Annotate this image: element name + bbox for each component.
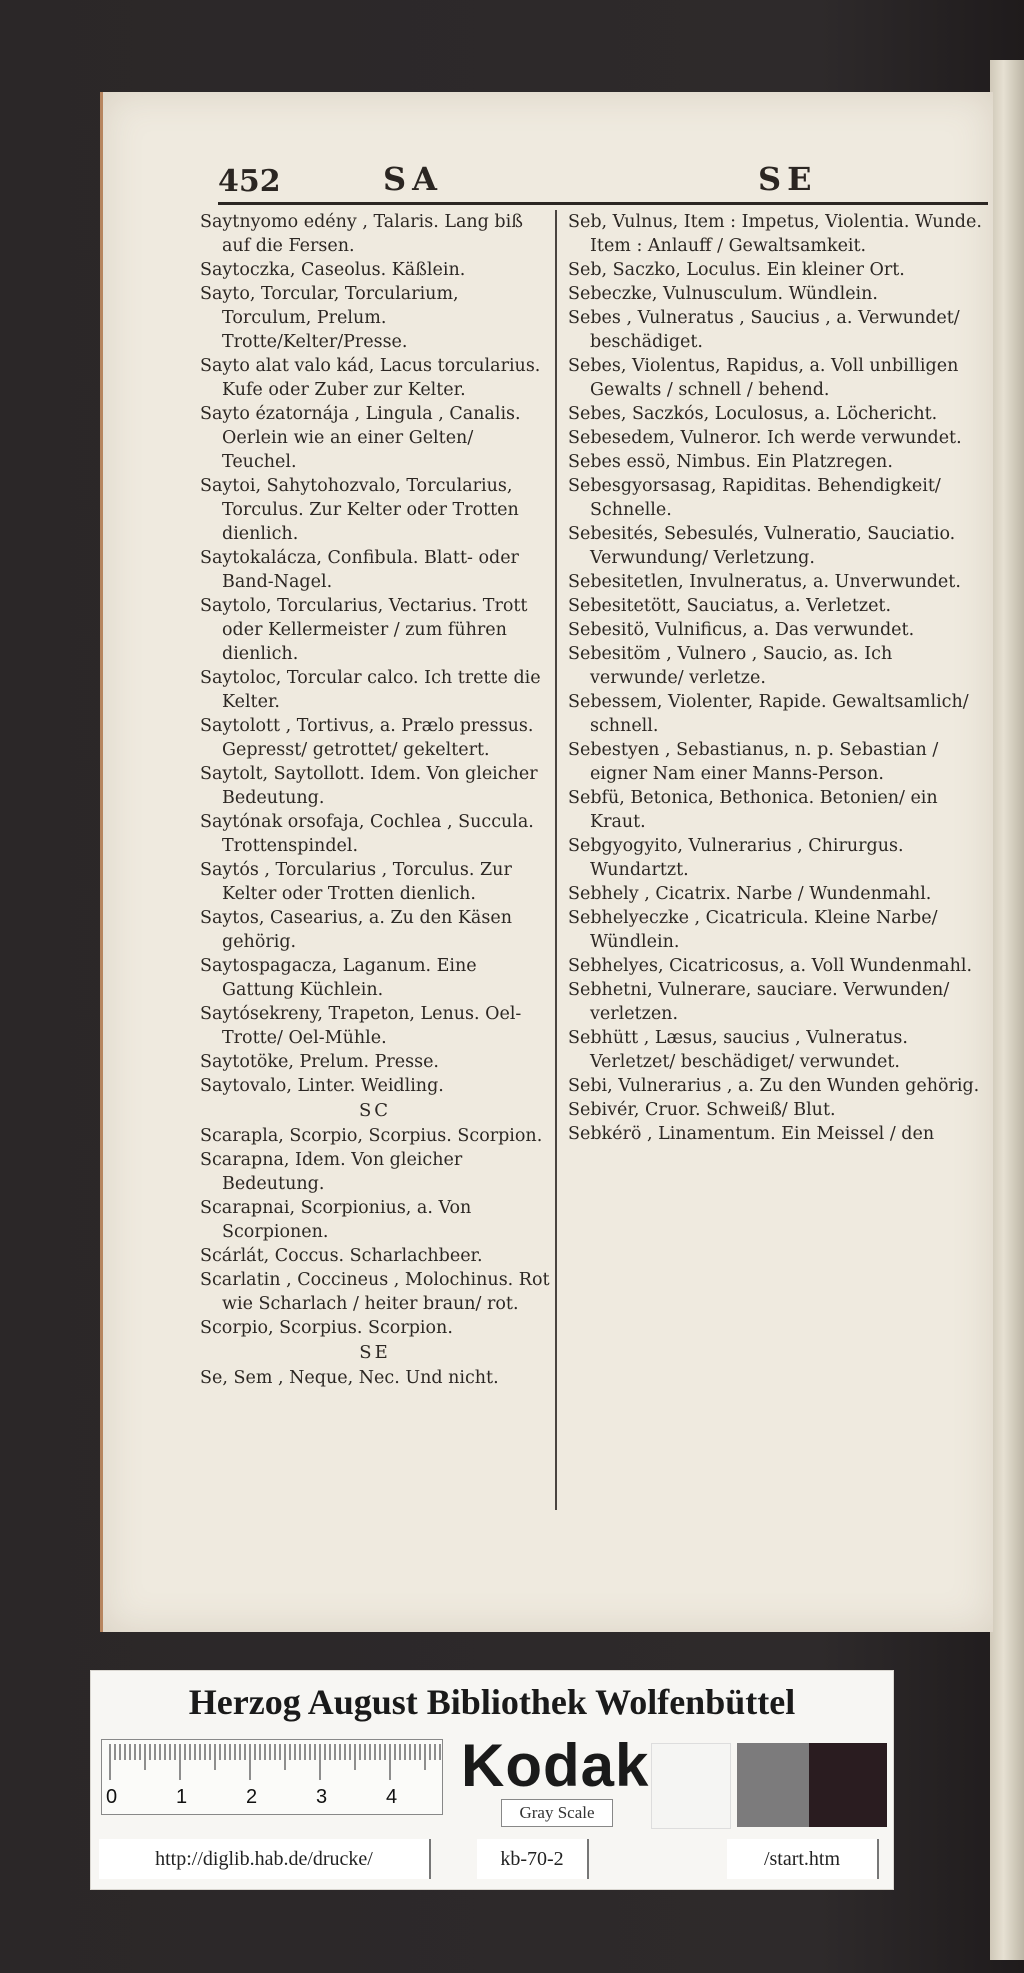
gray-patch [737, 1743, 809, 1827]
white-patch [651, 1743, 731, 1829]
dictionary-entry: Scorpio, Scorpius. Scorpion. [200, 1318, 453, 1338]
gray-scale-label: Gray Scale [501, 1799, 613, 1827]
dictionary-entry: Sebkérö , Linamentum. Ein Meissel / den [568, 1124, 935, 1144]
running-head-left: SA [383, 160, 443, 198]
dictionary-page [100, 92, 993, 1632]
section-heading: SC [358, 1100, 392, 1121]
dictionary-entry: Sebesgyorsasag, Rapiditas. Behendigkeit/ Schnelle. [568, 476, 941, 520]
dictionary-entry: Scárlát, Coccus. Scharlachbeer. [200, 1246, 483, 1266]
dictionary-entry: Scarapna, Idem. Von gleicher Bedeutung. [200, 1150, 463, 1194]
dictionary-entry: Sebes, Violentus, Rapidus, a. Voll unbilligen Gewalts / schnell / behend. [568, 356, 959, 400]
dictionary-entry: Sebes , Vulneratus , Saucius , a. Verwundet/ beschädiget. [568, 308, 960, 352]
ruler-ticks [102, 1740, 442, 1786]
dictionary-entry: Seb, Saczko, Loculus. Ein kleiner Ort. [568, 260, 905, 280]
dictionary-entry: Sayto, Torcular, Torcularium, Torculum, Prelum. Trotte/Kelter/Presse. [200, 284, 459, 352]
url-base: http://diglib.hab.de/drucke/ [99, 1839, 431, 1879]
dictionary-entry: Scarlatin , Coccineus , Molochinus. Rot wie Scharlach / heiter braun/ rot. [200, 1270, 550, 1314]
dictionary-entry: Sebhetni, Vulnerare, sauciare. Verwunden/ verletzen. [568, 980, 950, 1024]
dictionary-entry: Sebfü, Betonica, Bethonica. Betonien/ ein Kraut. [568, 788, 938, 832]
dictionary-entry: Se, Sem , Neque, Nec. Und nicht. [200, 1368, 499, 1388]
dictionary-entry: Sebi, Vulnerarius , a. Zu den Wunden gehörig. [568, 1076, 980, 1096]
ruler-number: 1 [176, 1786, 188, 1808]
library-name: Herzog August Bibliothek Wolfenbüttel [188, 1682, 796, 1722]
dictionary-entry: Scarapla, Scorpio, Scorpius. Scorpion. [200, 1126, 543, 1146]
dictionary-entry: Saytos, Casearius, a. Zu den Käsen gehörig. [200, 908, 512, 952]
dictionary-entry: Saytolott , Tortivus, a. Prælo pressus. Gepresst/ getrottet/ gekeltert. [200, 716, 534, 760]
dictionary-entry: Sebesitetlen, Invulneratus, a. Unverwundet. [568, 572, 961, 592]
dictionary-entry: Sebhelyes, Cicatricosus, a. Voll Wundenmahl. [568, 956, 973, 976]
dictionary-entry: Saytoloc, Torcular calco. Ich trette die Kelter. [200, 668, 541, 712]
dictionary-entry: Sayto ézatornája , Lingula , Canalis. Oerlein wie an einer Gelten/ Teuchel. [200, 404, 521, 472]
header-rule [218, 202, 988, 205]
dictionary-entry: Saytónak orsofaja, Cochlea , Succula. Trottenspindel. [200, 812, 534, 856]
dictionary-entry: Sebhütt , Læsus, saucius , Vulneratus. Verletzet/ beschädiget/ verwundet. [568, 1028, 908, 1072]
ruler [101, 1739, 443, 1815]
dictionary-entry: Saytoczka, Caseolus. Käßlein. [200, 260, 466, 280]
dictionary-entry: Saytolt, Saytollott. Idem. Von gleicher Bedeutung. [200, 764, 538, 808]
dictionary-entry: Sebesitö, Vulnificus, a. Das verwundet. [568, 620, 915, 640]
dictionary-entry: Sayto alat valo kád, Lacus torcularius. Kufe oder Zuber zur Kelter. [200, 356, 541, 400]
color-target-card [90, 1670, 894, 1890]
dictionary-entry: Sebestyen , Sebastianus, n. p. Sebastian / eigner Nam einer Manns-Person. [568, 740, 939, 784]
dictionary-entry: Saytoi, Sahytohozvalo, Torcularius, Torculus. Zur Kelter oder Trotten dienlich. [200, 476, 519, 544]
dictionary-entry: Sebesedem, Vulneror. Ich werde verwundet. [568, 428, 962, 448]
dictionary-entry: Sebeczke, Vulnusculum. Wündlein. [568, 284, 878, 304]
dictionary-entry: Saytovalo, Linter. Weidling. [200, 1076, 444, 1096]
ruler-number: 2 [246, 1786, 258, 1808]
left-column [200, 210, 550, 1390]
dictionary-entry: Saytnyomo edény , Talaris. Lang biß auf die Fersen. [200, 212, 523, 256]
section-heading: SE [359, 1342, 391, 1363]
dictionary-entry: Seb, Vulnus, Item : Impetus, Violentia. Wunde. Item : Anlauff / Gewaltsamkeit. [568, 212, 982, 256]
dictionary-entry: Scarapnai, Scorpionius, a. Von Scorpionen. [200, 1198, 472, 1242]
dictionary-entry: Saytósekreny, Trapeton, Lenus. Oel-Trotte/ Oel-Mühle. [200, 1004, 522, 1048]
ruler-number: 0 [106, 1786, 118, 1808]
dictionary-entry: Sebes, Saczkós, Loculosus, a. Löchericht. [568, 404, 938, 424]
dictionary-entry: Saytospagacza, Laganum. Eine Gattung Küchlein. [200, 956, 477, 1000]
ruler-numbers [102, 1786, 442, 1810]
dictionary-entry: Sebessem, Violenter, Rapide. Gewaltsamlich/ schnell. [568, 692, 969, 736]
dictionary-entry: Saytós , Torcularius , Torculus. Zur Kelter oder Trotten dienlich. [200, 860, 512, 904]
page-number: 452 [218, 164, 281, 199]
url-start: /start.htm [727, 1839, 879, 1879]
dictionary-entry: Saytotöke, Prelum. Presse. [200, 1052, 439, 1072]
right-column [568, 210, 988, 1146]
dictionary-entry: Sebesitetött, Sauciatus, a. Verletzet. [568, 596, 892, 616]
dictionary-entry: Sebesitöm , Vulnero , Saucio, as. Ich verwunde/ verletze. [568, 644, 893, 688]
book-edge [990, 60, 1024, 1960]
dictionary-entry: Sebes essö, Nimbus. Ein Platzregen. [568, 452, 893, 472]
running-head-right: SE [758, 160, 818, 198]
dictionary-entry: Saytolo, Torcularius, Vectarius. Trott oder Kellermeister / zum führen dienlich. [200, 596, 528, 664]
dictionary-entry: Sebgyogyito, Vulnerarius , Chirurgus. Wundartzt. [568, 836, 904, 880]
ruler-number: 3 [316, 1786, 328, 1808]
ruler-number: 4 [386, 1786, 398, 1808]
dictionary-entry: Sebesités, Sebesulés, Vulneratio, Sauciatio. Verwundung/ Verletzung. [568, 524, 956, 568]
dictionary-entry: Sebhely , Cicatrix. Narbe / Wundenmahl. [568, 884, 932, 904]
dictionary-entry: Sebivér, Cruor. Schweiß/ Blut. [568, 1100, 836, 1120]
column-divider [555, 210, 557, 1510]
url-shelfmark: kb-70-2 [477, 1839, 589, 1879]
dictionary-entry: Sebhelyeczke , Cicatricula. Kleine Narbe/ Wündlein. [568, 908, 938, 952]
kodak-logo: Kodak [461, 1732, 650, 1799]
black-patch [809, 1743, 887, 1827]
dictionary-entry: Saytokalácza, Confibula. Blatt- oder Band-Nagel. [200, 548, 519, 592]
